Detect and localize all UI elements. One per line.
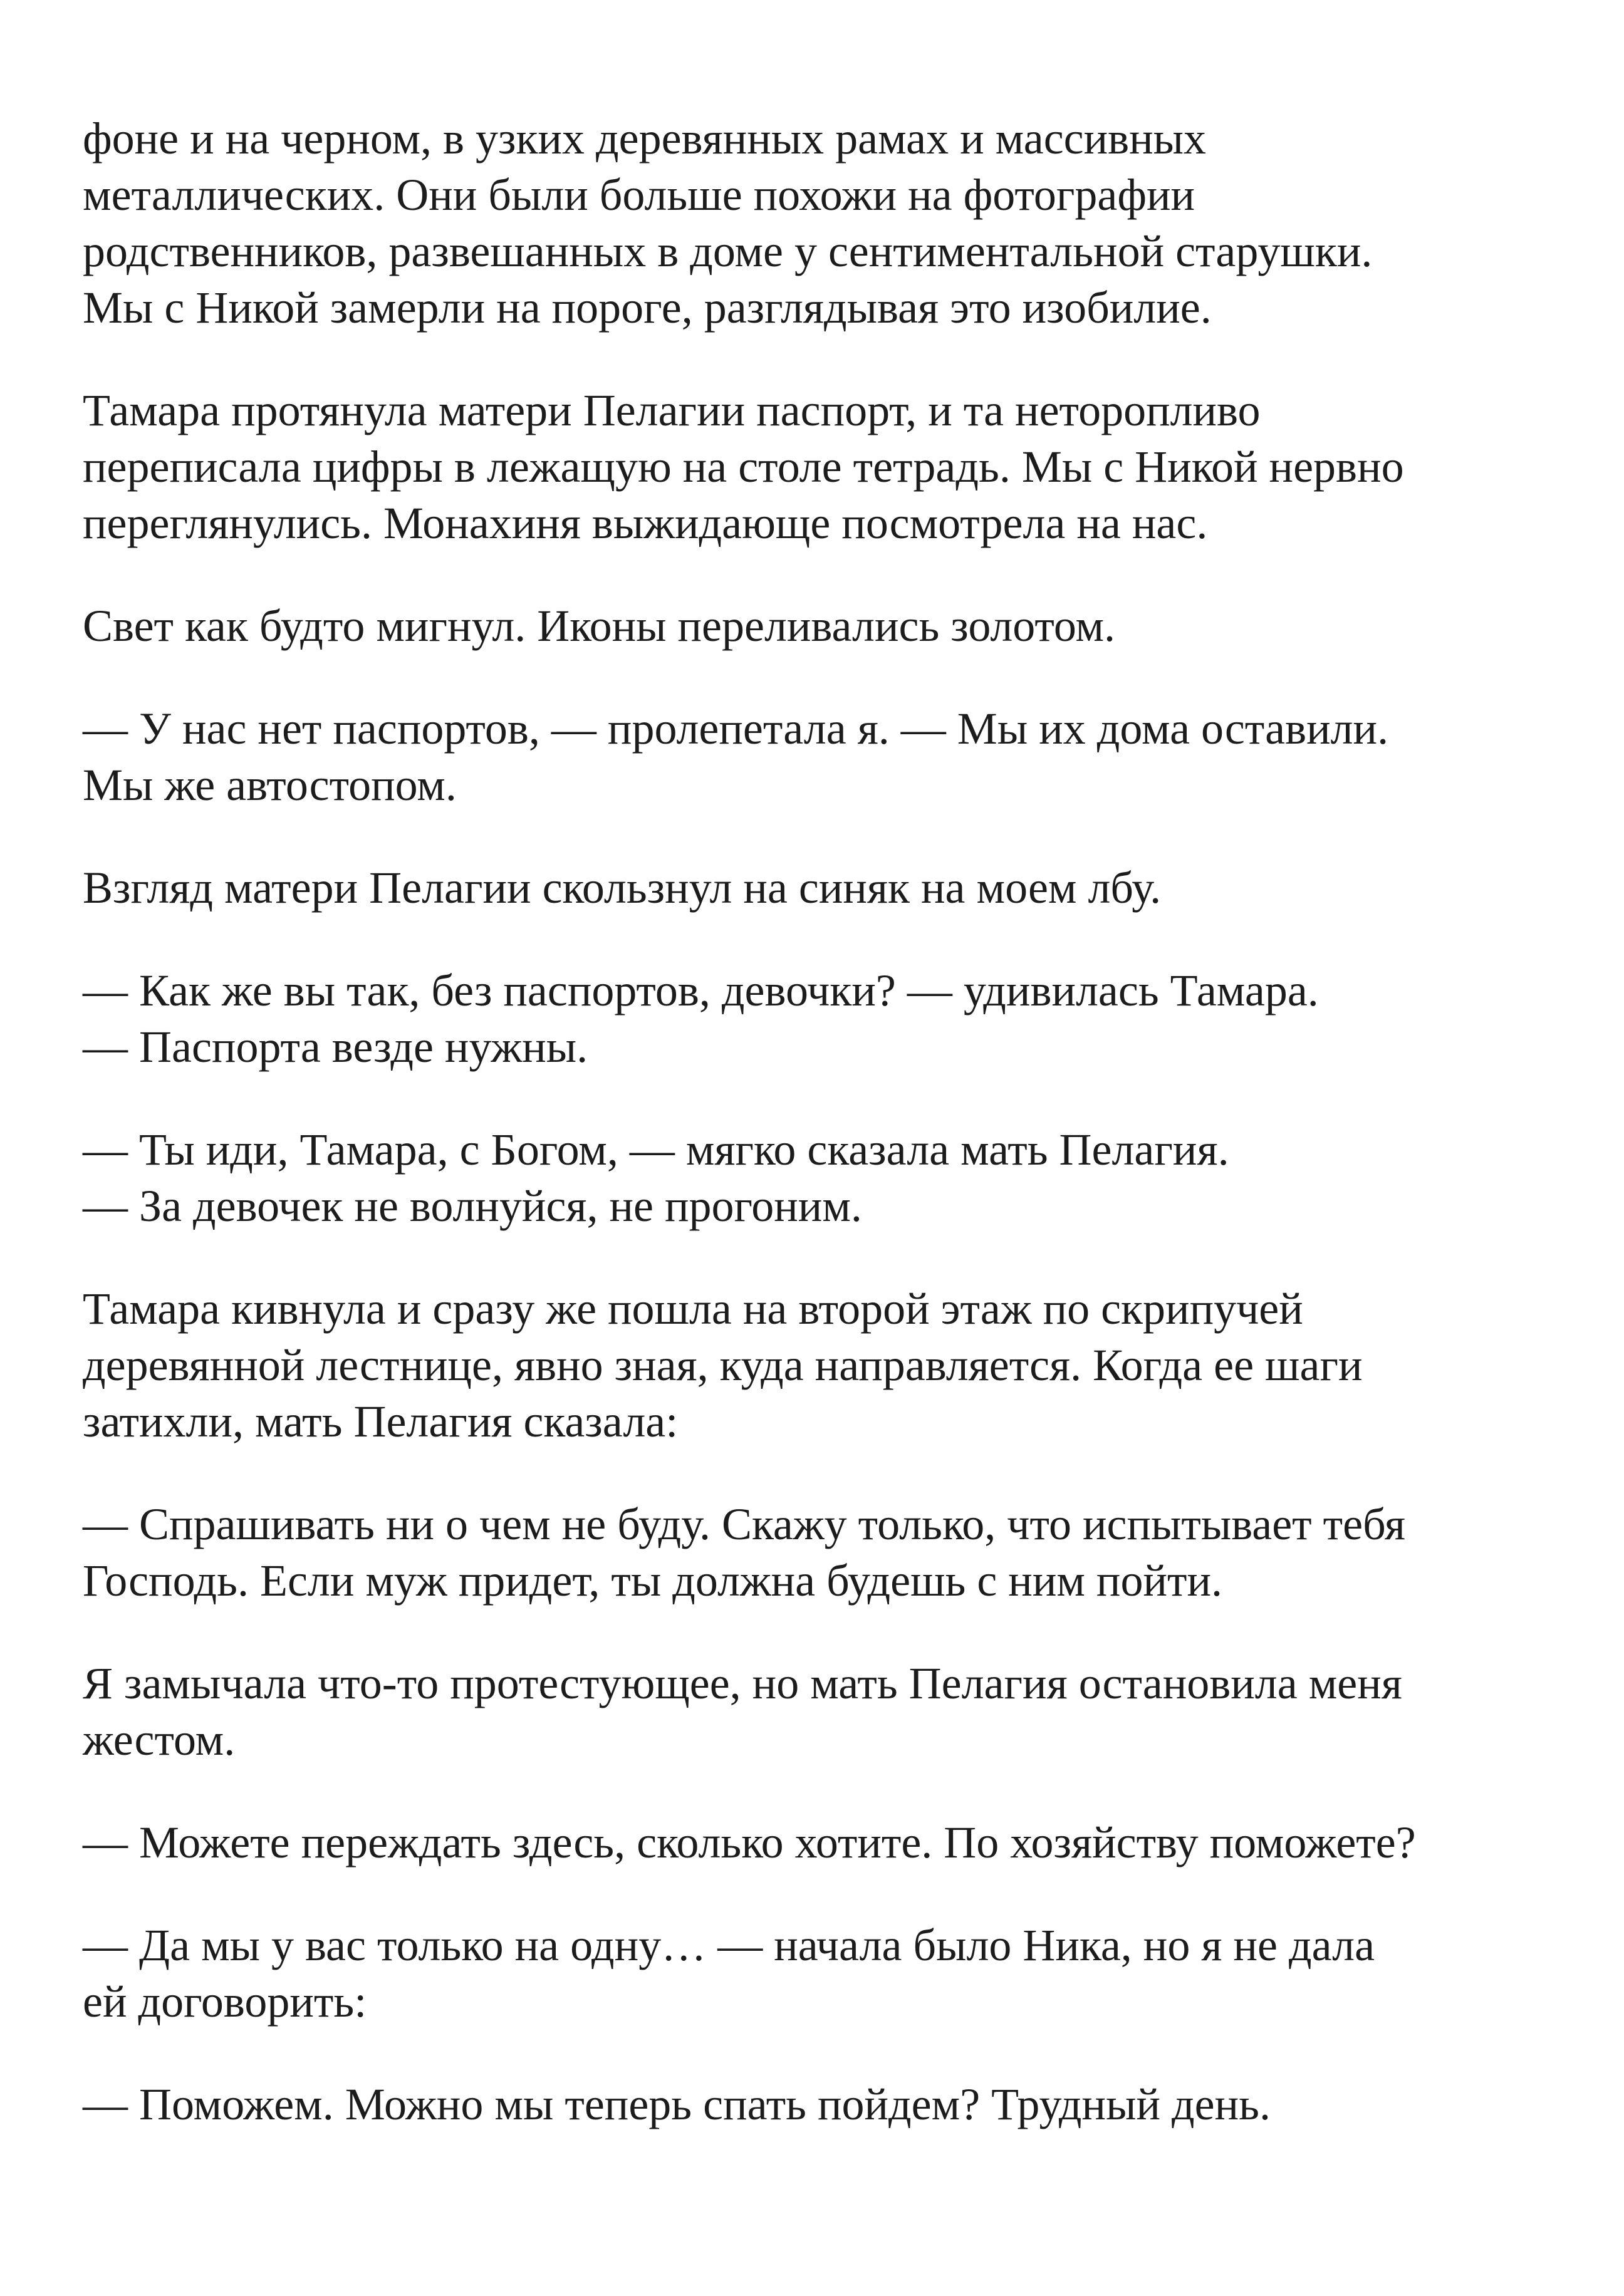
text-line: — Спрашивать ни о чем не буду. Скажу только, что испытывает тебя [83, 1499, 1406, 1549]
document-body [83, 110, 1549, 2179]
paragraph [83, 382, 1549, 551]
paragraph [83, 2076, 1549, 2132]
text-line: — Можете переждать здесь, сколько хотите. По хозяйству поможете? [83, 1817, 1416, 1867]
text-line: Тамара протянула матери Пелагии паспорт, и та неторопливо [83, 385, 1261, 435]
paragraph [83, 1280, 1549, 1450]
text-line: Мы с Никой замерли на пороге, разглядывая это изобилие. [83, 283, 1212, 333]
text-line: переглянулись. Монахиня выжидающе посмотрела на нас. [83, 498, 1208, 548]
text-line: Я замычала что-то протестующее, но мать Пелагия остановила меня [83, 1658, 1402, 1708]
text-line: — Паспорта везде нужны. [83, 1022, 588, 1072]
paragraph [83, 598, 1549, 654]
text-line: металлических. Они были больше похожи на фотографии [83, 170, 1195, 220]
paragraph [83, 1655, 1549, 1768]
paragraph [83, 700, 1549, 813]
text-line: — Ты иди, Тамара, с Богом, — мягко сказала мать Пелагия. [83, 1125, 1229, 1175]
text-line: родственников, развешанных в доме у сентиментальной старушки. [83, 226, 1373, 276]
paragraph [83, 1496, 1549, 1609]
text-line: Мы же автостопом. [83, 760, 457, 810]
text-line: затихли, мать Пелагия сказала: [83, 1396, 679, 1447]
text-line: — Поможем. Можно мы теперь спать пойдем? Трудный день. [83, 2079, 1271, 2129]
text-line: — Как же вы так, без паспортов, девочки? — удивилась Тамара. [83, 965, 1319, 1016]
paragraph [83, 110, 1549, 336]
paragraph [83, 1121, 1549, 1234]
text-line: жестом. [83, 1715, 236, 1765]
paragraph [83, 860, 1549, 916]
paragraph [83, 962, 1549, 1075]
text-line: — Да мы у вас только на одну… — начала было Ника, но я не дала [83, 1920, 1375, 1970]
text-line: Тамара кивнула и сразу же пошла на второй этаж по скрипучей [83, 1284, 1303, 1334]
text-line: фоне и на черном, в узких деревянных рамах и массивных [83, 113, 1207, 164]
text-line: Свет как будто мигнул. Иконы переливались золотом. [83, 601, 1116, 651]
text-line: переписала цифры в лежащую на столе тетрадь. Мы с Никой нервно [83, 442, 1404, 492]
paragraph [83, 1917, 1549, 2030]
text-line: Взгляд матери Пелагии скользнул на синяк на моем лбу. [83, 863, 1162, 913]
text-line: деревянной лестнице, явно зная, куда направляется. Когда ее шаги [83, 1340, 1363, 1390]
paragraph [83, 1814, 1549, 1871]
text-line: — За девочек не волнуйся, не прогоним. [83, 1181, 862, 1231]
text-line: ей договорить: [83, 1977, 367, 2027]
text-line: Господь. Если муж придет, ты должна будешь с ним пойти. [83, 1556, 1222, 1606]
text-line: — У нас нет паспортов, — пролепетала я. — Мы их дома оставили. [83, 704, 1389, 754]
